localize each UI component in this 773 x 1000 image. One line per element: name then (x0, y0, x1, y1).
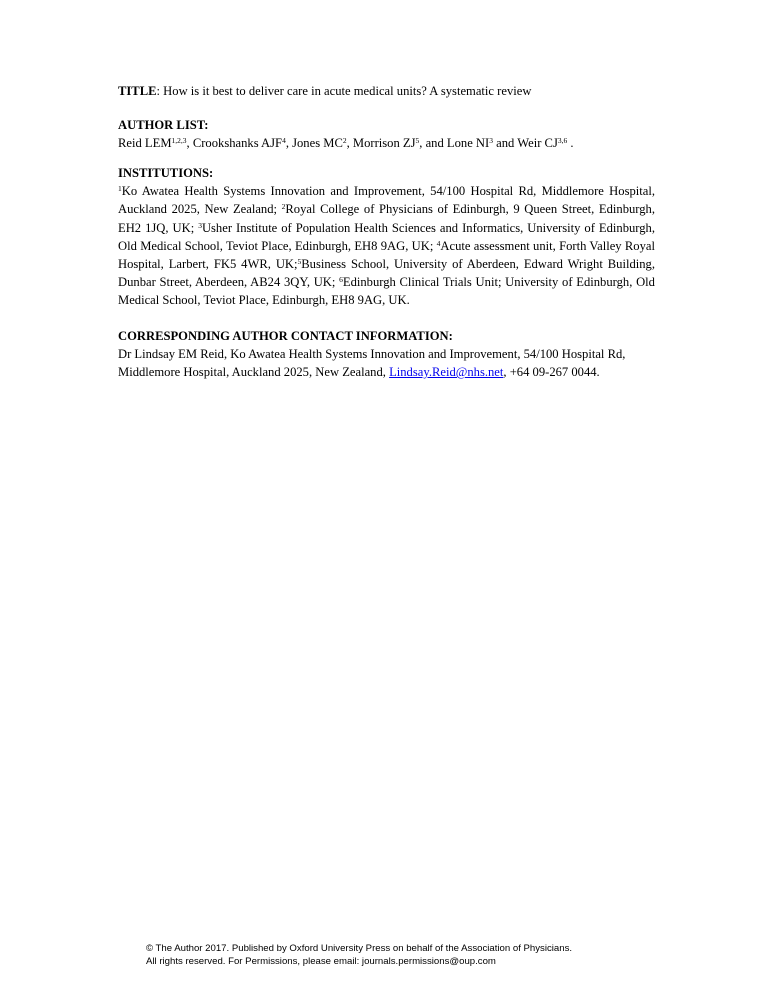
copyright-line: © The Author 2017. Published by Oxford University Press on behalf of the Association of Physicians. (146, 943, 573, 954)
institution-text: Usher Institute of Population Health Sciences and Informatics, University of Edinburgh, Old Medical School, Teviot Place, Edinburgh, EH8 9AG, UK; (118, 220, 655, 253)
email-link[interactable]: Lindsay.Reid@nhs.net (389, 365, 504, 380)
author-affiliation: 3,6 (557, 136, 568, 146)
author-separator: and (492, 136, 518, 151)
author-name: Lone NI (446, 136, 490, 151)
title-label: TITLE (118, 84, 157, 98)
permissions-line: All rights reserved. For Permissions, please email: journals.permissions@oup.com (146, 956, 496, 968)
institution-number: 4 (436, 238, 441, 248)
copyright-footer (146, 942, 646, 968)
institution-text: Ko Awatea Health Systems Innovation and Improvement, 54/100 Hospital Rd, Middlemore Hospital, Auckland 2025, New Zealand; (118, 184, 655, 217)
author-separator: , (346, 136, 353, 151)
institution-number: 6 (339, 274, 343, 284)
institution-number: 5 (297, 256, 302, 266)
institution-text: Royal College of Physicians of Edinburgh, 9 Queen Street, Edinburgh, EH2 1JQ, UK; (118, 202, 655, 235)
contact-line-1: Dr Lindsay EM Reid, Ko Awatea Health Systems Innovation and Improvement, 54/100 Hospital Rd, (118, 347, 626, 362)
contact-phone: , +64 09-267 0044. (503, 365, 600, 380)
institution-number: 3 (198, 220, 202, 230)
title-line (118, 82, 655, 100)
contact-address: Middlemore Hospital, Auckland 2025, New Zealand, (118, 365, 390, 380)
author-separator: , (186, 136, 193, 151)
contact-line-2 (118, 363, 655, 381)
author-list-heading: AUTHOR LIST: (118, 118, 209, 133)
institution-text: Edinburgh Clinical Trials Unit; University of Edinburgh, Old Medical School, Teviot Place, Edinburgh, EH8 9AG, UK. (118, 274, 655, 307)
institution-text: Business School, University of Aberdeen, Edward Wright Building, Dunbar Street, Aberdeen, AB24 3QY, UK; (118, 256, 655, 289)
title-separator: : (156, 84, 164, 98)
author-separator: , and (419, 136, 447, 151)
title-page (118, 82, 655, 381)
contact-heading: CORRESPONDING AUTHOR CONTACT INFORMATION: (118, 329, 453, 344)
institutions-list (118, 182, 655, 309)
author-list (118, 134, 655, 152)
institution-text: Acute assessment unit, Forth Valley Royal Hospital, Larbert, FK5 4WR, UK; (118, 238, 655, 271)
institutions-heading: INSTITUTIONS: (118, 166, 214, 181)
author-affiliation: 2 (342, 136, 347, 146)
author-name: Jones MC (292, 136, 343, 151)
author-affiliation: 5 (415, 136, 420, 146)
author-name: Reid LEM (118, 136, 172, 151)
author-affiliation: 3 (489, 136, 493, 146)
institution-number: 1 (118, 184, 122, 194)
institution-number: 2 (281, 202, 286, 212)
author-name: Morrison ZJ (352, 136, 416, 151)
author-separator: , (285, 136, 293, 151)
author-separator: . (567, 136, 574, 151)
author-name: Weir CJ (517, 136, 558, 151)
author-affiliation: 1,2,3 (171, 136, 187, 146)
author-affiliation: 4 (282, 136, 286, 146)
author-name: Crookshanks AJF (192, 136, 283, 151)
article-title: How is it best to deliver care in acute medical units? A systematic review (163, 84, 532, 98)
